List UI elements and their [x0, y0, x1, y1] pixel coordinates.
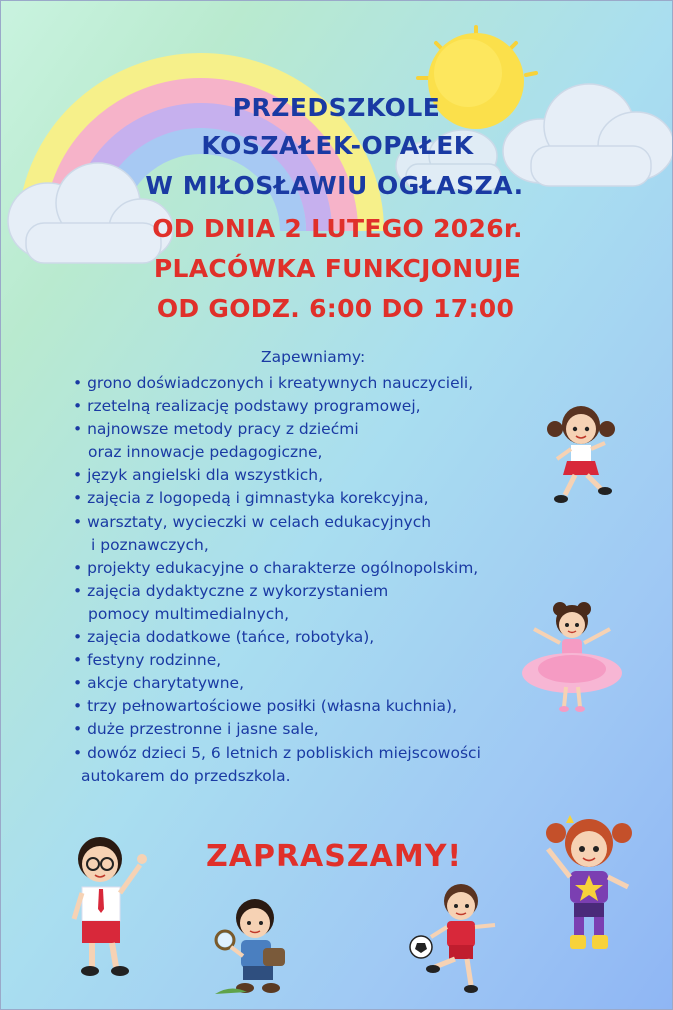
girl-superhero-illustration — [536, 811, 642, 956]
list-item-continuation: i poznawczych, — [91, 535, 209, 554]
list-item: • najnowsze metody pracy z dziećmi — [73, 420, 359, 439]
closing-text: ZAPRASZAMY! — [206, 839, 463, 874]
boy-glasses-illustration — [66, 829, 156, 979]
list-item: • zajęcia dydaktyczne z wykorzystaniem — [73, 581, 389, 600]
list-item-continuation: autokarem do przedszkola. — [81, 766, 291, 785]
list-item: • projekty edukacyjne o charakterze ogólnopolskim, — [73, 558, 479, 577]
benefits-list — [73, 372, 481, 788]
list-item-continuation: oraz innowacje pedagogiczne, — [88, 443, 323, 462]
boy-football-illustration — [409, 881, 509, 999]
list-item: • język angielski dla wszystkich, — [73, 466, 324, 485]
girl-running-illustration — [541, 399, 621, 509]
list-item: • dowóz dzieci 5, 6 letnich z pobliskich miejscowości — [73, 743, 481, 762]
list-item: • rzetelną realizację podstawy programowej, — [73, 397, 421, 416]
list-item: • akcje charytatywne, — [73, 674, 245, 693]
list-item: • zajęcia dodatkowe (tańce, robotyka), — [73, 628, 375, 647]
girl-ballerina-illustration — [516, 597, 628, 715]
hours-line: OD GODZ. 6:00 DO 17:00 — [156, 294, 515, 323]
list-item: • festyny rodzinne, — [73, 651, 222, 670]
list-item: • duże przestronne i jasne sale, — [73, 720, 319, 739]
facility-line: PLACÓWKA FUNKCJONUJE — [153, 254, 522, 283]
title-line-1: PRZEDSZKOLE — [232, 93, 441, 122]
title-line-2: KOSZAŁEK-OPAŁEK — [201, 131, 474, 160]
list-item: • grono doświadczonych i kreatywnych nauczycieli, — [73, 374, 474, 392]
boy-magnifier-illustration — [211, 896, 301, 1001]
cloud-left — [6, 151, 176, 271]
list-item-continuation: pomocy multimedialnych, — [88, 604, 289, 623]
list-item: • warsztaty, wycieczki w celach edukacyjnych — [73, 512, 432, 531]
date-line: OD DNIA 2 LUTEGO 2026r. — [152, 214, 523, 243]
list-item: • trzy pełnowartościowe posiłki (własna kuchnia), — [73, 697, 458, 716]
intro-text: Zapewniamy: — [261, 348, 366, 366]
title-line-3: W MIŁOSŁAWIU OGŁASZA. — [145, 171, 524, 200]
list-item: • zajęcia z logopedą i gimnastyka korekcyjna, — [73, 489, 429, 508]
